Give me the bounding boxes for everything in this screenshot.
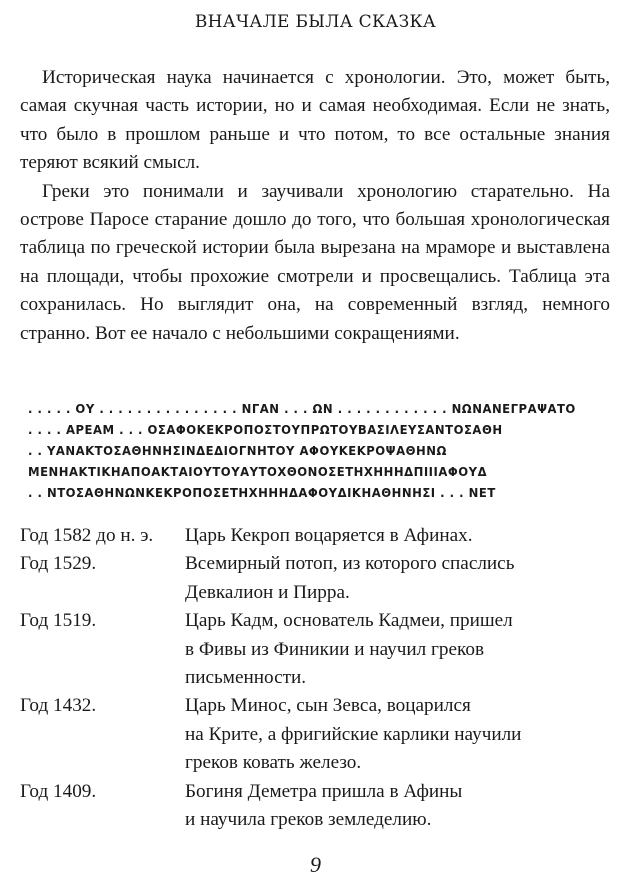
entry-event [185,778,620,835]
event-line: на Крите, а фригийские карлики научили [185,723,522,745]
entry-event [185,607,620,692]
chronology-entry [20,692,620,777]
inscription-line: . . . . ΑΡΕΑΜ . . . ΟΣΑΦΟΚΕΚΡΟΠΟΣΤΟΥΠΡΩΤΟΥΒΑΣΙΛΕΥΣΑΝΤΟΣΑΘΗ [28,422,503,437]
event-line: и научила греков земледелию. [185,809,432,831]
inscription-line: . . . . . ΟΥ . . . . . . . . . . . . . . . ΝΓΑΝ . . . ΩΝ . . . . . . . . . . . . ΝΩΝΑΝΕΓΡΑΨΑΤΟ [28,401,576,416]
event-line: Царь Кекроп воцаряется в Афинах. [185,525,473,546]
inscription-line: . . ΝΤΟΣΑΘΗΝΩΝΚΕΚΡΟΠΟΣΕΤΗΧΗΗΗΔΑΦΟΥΔΙΚΗΑΘΗΝΗΣΙ . . . ΝΕΤ [28,485,496,500]
paragraph: Греки это понимали и заучивали хронологию старательно. На острове Паросе старание дошло до того, что большая хронологическая таблица по греческой истории была вырезана на мраморе и выставлена на площади, чтобы прохожие смотрели и просвещались. Таблица эта сохранилась. Но выглядит она, на современный взгляд, немного странно. Вот ее начало с небольшими сокращениями. [20,180,610,344]
body-text [20,64,610,348]
page-number: 9 [310,852,321,877]
event-line: Царь Кадм, основатель Кадмеи, пришел [185,610,513,632]
event-line: греков ковать железо. [185,752,362,774]
paragraph: Историческая наука начинается с хронологии. Это, может быть, самая скучная часть истории, но и самая необходимая. Если не знать, что было в прошлом раньше и что потом, то все остальные знания теряют всякий смысл. [20,67,610,174]
entry-year: Год 1432. [20,695,97,717]
entry-year: Год 1519. [20,610,97,632]
inscription-line: ΜΕΝΗΑΚΤΙΚΗΑΠΟΑΚΤΑΙΟΥΤΟΥΑΥΤΟΧΘΟΝΟΣΕΤΗΧΗΗΗΔΠΙΙΙΑΦΟΥΔ [28,464,488,479]
chronology-entry [20,607,620,692]
chronology-entry [20,778,620,835]
event-line: Девкалион и Пирра. [185,581,350,603]
chronology-table [20,522,620,834]
event-line: Богиня Деметра пришла в Афины [185,780,463,802]
entry-event [185,550,620,607]
entry-event [185,522,620,550]
event-line: письменности. [185,667,307,689]
entry-year: Год 1582 до н. э. [20,525,154,546]
entry-year: Год 1529. [20,553,97,575]
running-header: ВНАЧАЛЕ БЫЛА СКАЗКА [194,12,437,32]
entry-year: Год 1409. [20,780,97,802]
event-line: в Фивы из Финикии и научил греков [185,638,485,660]
inscription-line: . . ΥΑΝΑΚΤΟΣΑΘΗΝΗΣΙΝΔΕΔΙΟΓΝΗΤΟΥ ΑΦΟΥΚΕΚΡΟΨΑΘΗΝΩ [28,443,447,458]
chronology-entry [20,522,620,550]
event-line: Царь Минос, сын Зевса, воцарился [185,695,471,717]
entry-event [185,692,620,777]
event-line: Всемирный потоп, из которого спаслись [185,553,515,575]
chronology-entry [20,550,620,607]
greek-inscription [28,398,576,503]
